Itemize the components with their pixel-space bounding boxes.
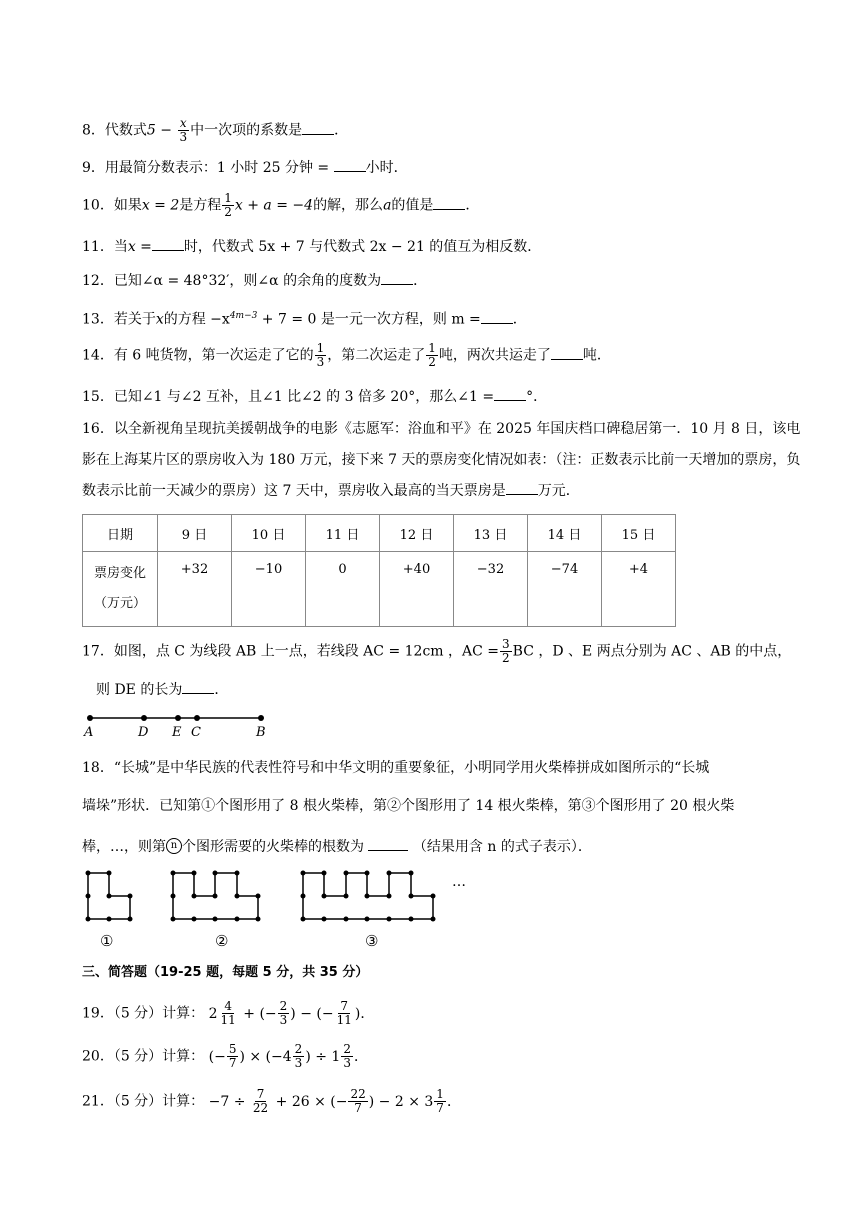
point-b: [258, 715, 264, 721]
table-row: 票房变化 （万元） +32 −10 0 +40 −32 −74 +4: [83, 552, 676, 627]
fraction: $\frac{1}{3}$: [316, 341, 325, 369]
question-9: 9．用最简分数表示：1 小时 25 分钟 = 小时．: [82, 157, 408, 178]
ellipsis: …: [452, 874, 466, 890]
question-15: 15．已知∠1 与∠2 互补，且∠1 比∠2 的 3 倍多 20°，那么∠1 = °．: [82, 386, 547, 407]
answer-blank[interactable]: [506, 480, 538, 495]
question-18-line2: 墙垛”形状．已知第①个图形用了 8 根火柴棒，第②个图形用了 14 根火柴棒，第③个图形用了 20 根火柴: [82, 798, 735, 814]
question-14: 14．有 6 吨货物，第一次运走了它的 $\frac{1}{3}$ ，第二次运走了 $\frac{1}{2}$ 吨，两次共运走了 吨．: [82, 341, 611, 369]
question-11: 11．当x = 时，代数式 5x + 7 与代数式 2x − 21 的值互为相反数．: [82, 236, 541, 257]
expression: −7 ÷ $\frac{7}{22}$ + 26 × (− $\frac{22}{7}$ ) − 2 × 3 $\frac{1}{7}$ ．: [208, 1087, 461, 1115]
label-b: B: [256, 725, 266, 740]
point-e: [175, 715, 181, 721]
fraction: $\frac{3}{2}$: [502, 637, 510, 665]
question-17-line2: 则 DE 的长为 ．: [96, 679, 228, 700]
question-12: 12．已知∠α = 48°32′，则∠α 的余角的度数为 ．: [82, 270, 427, 291]
circled-n: n: [166, 838, 182, 854]
answer-blank[interactable]: [494, 386, 526, 401]
answer-blank[interactable]: [182, 679, 214, 694]
answer-blank[interactable]: [481, 309, 513, 324]
question-13: 13．若关于x的方程 $-x^{4m-3} + 7 = 0$ 是一元一次方程，则 m = ．: [82, 306, 527, 330]
row-header: 票房变化 （万元）: [83, 552, 158, 627]
question-16: 16．以全新视角呈现抗美援朝战争的电影《志愿军：浴血和平》在 2025 年国庆档口碑稳居第一．10 月 8 日，该电影在上海某片区的票房收入为 180 万元，接下来 7 天的票房变化情况如表：（注：正数表示比前一天增加的票房，负数表示比前一天减少的票房）这 7 天中，票房收入最高的当天票房是 万元．: [82, 421, 801, 499]
label-a: A: [84, 725, 94, 740]
section-title: 三、简答题（19-25 题，每题 5 分，共 35 分）: [82, 965, 369, 980]
question-18-line3: 棒，…，则第 n 个图形需要的火柴棒的根数为 （结果用含 n 的式子表示）．: [82, 836, 592, 857]
fraction: $\frac{x}{3}$: [179, 116, 188, 144]
question-19: 19．（5 分）计算： 2 $\frac{4}{11}$ + (− $\frac{2}{3}$ ) − (− $\frac{7}{11}$ )．: [82, 999, 375, 1027]
answer-blank[interactable]: [152, 236, 184, 251]
label-c: C: [191, 725, 201, 740]
answer-blank[interactable]: [368, 836, 408, 851]
box-office-table: [82, 514, 676, 627]
question-17: 17．如图，点 C 为线段 AB 上一点，若线段 AC = 12cm ，AC = $\frac{3}{2}$ BC ，D 、E 两点分别为 AC 、AB 的中点，: [82, 637, 792, 665]
question-8: 8．代数式5 − $\frac{x}{3}$ 中一次项的系数是 ．: [82, 116, 349, 144]
label-e: E: [172, 725, 182, 740]
point-d: [141, 715, 147, 721]
figure-label-2: ②: [215, 932, 229, 950]
matchstick-figures: [80, 864, 500, 954]
question-10: 10．如果x = 2是方程 $\frac{1}{2}$ x + a = −4的解，那么a的值是 ．: [82, 191, 480, 219]
expression: (− $\frac{5}{7}$ ) × (−4 $\frac{2}{3}$ ) ÷ 1 $\frac{2}{3}$ ．: [208, 1042, 368, 1070]
fraction: $\frac{1}{2}$: [428, 341, 436, 369]
answer-blank[interactable]: [302, 120, 334, 135]
answer-blank[interactable]: [551, 345, 583, 360]
answer-blank[interactable]: [433, 195, 465, 210]
point-c: [194, 715, 200, 721]
question-18-line1: 18．“长城”是中华民族的代表性符号和中华文明的重要象征，小明同学用火柴棒拼成如图所示的“长城: [82, 760, 710, 776]
answer-blank[interactable]: [334, 157, 366, 172]
point-a: [87, 715, 93, 721]
label-d: D: [138, 725, 149, 740]
figure-label-3: ③: [365, 932, 379, 950]
table-row: 日期 9 日 10 日 11 日 12 日 13 日 14 日 15 日: [83, 515, 676, 552]
segment-figure: [80, 708, 280, 742]
answer-blank[interactable]: [381, 270, 413, 285]
figure-label-1: ①: [100, 932, 114, 950]
question-20: 20．（5 分）计算： (− $\frac{5}{7}$ ) × (−4 $\frac{2}{3}$ ) ÷ 1 $\frac{2}{3}$ ．: [82, 1042, 368, 1070]
expression: 2 $\frac{4}{11}$ + (− $\frac{2}{3}$ ) − (− $\frac{7}{11}$ )．: [208, 999, 375, 1027]
question-21: 21．（5 分）计算： −7 ÷ $\frac{7}{22}$ + 26 × (− $\frac{22}{7}$ ) − 2 × 3 $\frac{1}{7}$ ．: [82, 1087, 461, 1115]
fraction: $\frac{1}{2}$: [224, 191, 232, 219]
